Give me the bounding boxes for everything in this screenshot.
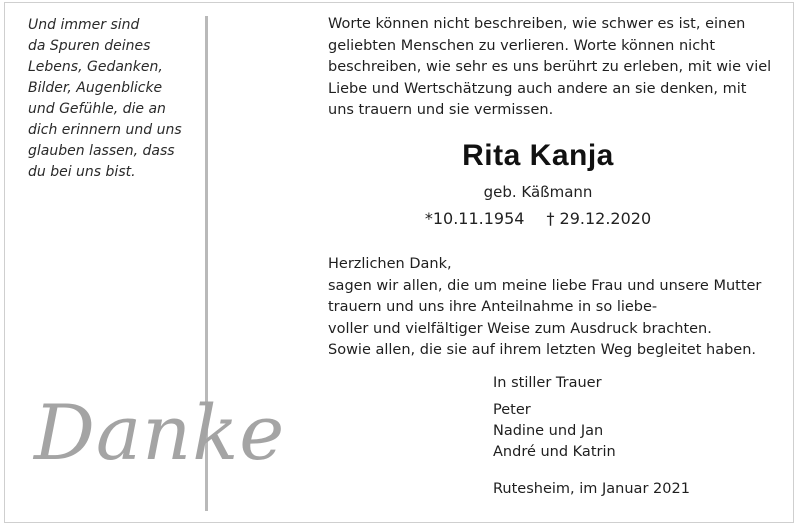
- thanks-line: trauern und uns ihre Anteilnahme in so liebe-: [328, 299, 658, 315]
- danke-script-heading: Danke: [34, 388, 286, 477]
- poem-line: da Spuren deines: [28, 38, 151, 54]
- death-date: † 29.12.2020: [546, 209, 652, 228]
- memorial-poem: [28, 15, 198, 183]
- intro-line: beschreiben, wie sehr es uns berührt zu erleben, mit wie viel: [328, 59, 772, 75]
- intro-line: geliebten Menschen zu verlieren. Worte können nicht: [328, 37, 716, 54]
- mourner-name: Nadine und Jan: [493, 423, 604, 439]
- thanks-line: Herzlichen Dank,: [328, 256, 452, 272]
- mourning-heading: In stiller Trauer: [493, 375, 602, 391]
- maiden-name: geb. Käßmann: [483, 183, 593, 201]
- mourner-list: [493, 400, 616, 463]
- deceased-name: Rita Kanja: [462, 139, 614, 172]
- thanks-line: Sowie allen, die sie auf ihrem letzten Weg begleitet haben.: [328, 342, 757, 358]
- poem-line: glauben lassen, dass: [28, 143, 175, 159]
- intro-paragraph: [328, 14, 788, 122]
- mourner-name: Peter: [493, 402, 531, 418]
- poem-line: dich erinnern und uns: [28, 122, 182, 138]
- poem-line: und Gefühle, die an: [28, 101, 166, 117]
- intro-line: Liebe und Wertschätzung auch andere an sie denken, mit: [328, 80, 747, 97]
- poem-line: du bei uns bist.: [28, 164, 136, 180]
- thanks-line: voller und vielfältiger Weise zum Ausdruck brachten.: [328, 320, 712, 337]
- thanks-paragraph: [328, 254, 793, 362]
- intro-line: uns trauern und sie vermissen.: [328, 102, 554, 118]
- poem-line: Und immer sind: [28, 17, 140, 33]
- intro-line: Worte können nicht beschreiben, wie schwer es ist, einen: [328, 16, 746, 32]
- mourner-name: André und Katrin: [493, 444, 616, 460]
- poem-line: Lebens, Gedanken,: [28, 59, 163, 75]
- birth-date: *10.11.1954: [424, 209, 525, 228]
- thanks-line: sagen wir allen, die um meine liebe Frau und unsere Mutter: [328, 277, 762, 294]
- poem-line: Bilder, Augenblicke: [28, 80, 163, 96]
- life-dates: [328, 208, 748, 230]
- place-and-date: Rutesheim, im Januar 2021: [493, 481, 690, 497]
